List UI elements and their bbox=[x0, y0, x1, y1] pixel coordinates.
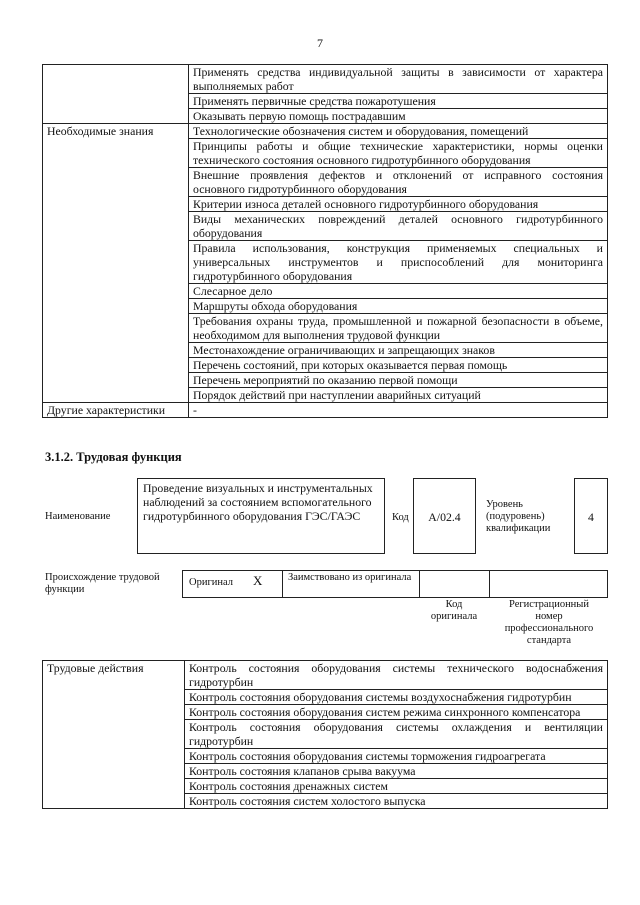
code-orig-caption: Код оригинала bbox=[430, 599, 478, 622]
labor-actions-table bbox=[42, 660, 608, 809]
row-text: Контроль состояния дренажных систем bbox=[185, 779, 608, 794]
row-text: Контроль состояния оборудования системы воздухоснабжения гидротурбин bbox=[185, 690, 608, 705]
section-heading: 3.1.2. Трудовая функция bbox=[45, 450, 182, 464]
skills-knowledge-table bbox=[42, 64, 608, 418]
divider bbox=[282, 570, 283, 598]
row-text: Применять средства индивидуальной защиты в зависимости от характера выполняемых работ bbox=[189, 65, 608, 94]
row-text: Виды механических повреждений деталей основного гидротурбинного оборудования bbox=[189, 212, 608, 241]
row-text: Внешние проявления дефектов и отклонений от исправного состояния основного гидротурбинного оборудования bbox=[189, 168, 608, 197]
table-row bbox=[43, 65, 608, 94]
original-label: Оригинал bbox=[189, 577, 233, 588]
row-label bbox=[43, 65, 189, 124]
divider bbox=[489, 570, 490, 598]
level-value-box: 4 bbox=[574, 478, 608, 554]
table-row bbox=[43, 403, 608, 418]
row-text: Принципы работы и общие технические характеристики, нормы оценки технического состояния основного гидротурбинного оборудования bbox=[189, 139, 608, 168]
table-row bbox=[43, 661, 608, 690]
row-text: Требования охраны труда, промышленной и пожарной безопасности в объеме, необходимом для выполнения трудовой функции bbox=[189, 314, 608, 343]
row-text: Контроль состояния оборудования системы технического водоснабжения гидротурбин bbox=[185, 661, 608, 690]
table-row bbox=[43, 124, 608, 139]
row-text: Контроль состояния оборудования системы торможения гидроагрегата bbox=[185, 749, 608, 764]
row-text: Критерии износа деталей основного гидротурбинного оборудования bbox=[189, 197, 608, 212]
row-label-labor-actions: Трудовые действия bbox=[43, 661, 185, 809]
row-text: Применять первичные средства пожаротушения bbox=[189, 94, 608, 109]
borrowed-label: Заимствовано из оригинала bbox=[288, 572, 412, 583]
function-name-box: Проведение визуальных и инструментальных наблюдений за состоянием вспомогательного гидротурбинного оборудования ГЭС/ГАЭС bbox=[137, 478, 385, 554]
row-text: Контроль состояния оборудования системы охлаждения и вентиляции гидротурбин bbox=[185, 720, 608, 749]
row-text: Перечень мероприятий по оказанию первой помощи bbox=[189, 373, 608, 388]
divider bbox=[419, 570, 420, 598]
origin-label: Происхождение трудовой функции bbox=[45, 572, 160, 595]
row-text: Контроль состояния систем холостого выпуска bbox=[185, 794, 608, 809]
row-text: Перечень состояний, при которых оказывается первая помощь bbox=[189, 358, 608, 373]
row-text: Контроль состояния оборудования систем режима синхронного компенсатора bbox=[185, 705, 608, 720]
name-label: Наименование bbox=[45, 511, 111, 522]
row-text: Слесарное дело bbox=[189, 284, 608, 299]
row-label-required-knowledge: Необходимые знания bbox=[43, 124, 189, 403]
row-text: Порядок действий при наступлении аварийных ситуаций bbox=[189, 388, 608, 403]
level-label: Уровень (подуровень) квалификации bbox=[486, 499, 551, 534]
row-text: Правила использования, конструкция применяемых специальных и универсальных инструментов и приспособлений для мониторинга гидротурбинного оборудования bbox=[189, 241, 608, 284]
original-mark: X bbox=[253, 573, 263, 588]
row-text: Оказывать первую помощь пострадавшим bbox=[189, 109, 608, 124]
reg-number-caption: Регистрационный номер профессионального стандарта bbox=[504, 599, 594, 646]
row-text: Контроль состояния клапанов срыва вакуума bbox=[185, 764, 608, 779]
row-text: Маршруты обхода оборудования bbox=[189, 299, 608, 314]
code-value-box: A/02.4 bbox=[413, 478, 476, 554]
row-text: - bbox=[189, 403, 608, 418]
row-text: Технологические обозначения систем и оборудования, помещений bbox=[189, 124, 608, 139]
row-label-other: Другие характеристики bbox=[43, 403, 189, 418]
code-label: Код bbox=[392, 512, 409, 523]
page-number: 7 bbox=[317, 36, 323, 50]
row-text: Местонахождение ограничивающих и запрещающих знаков bbox=[189, 343, 608, 358]
